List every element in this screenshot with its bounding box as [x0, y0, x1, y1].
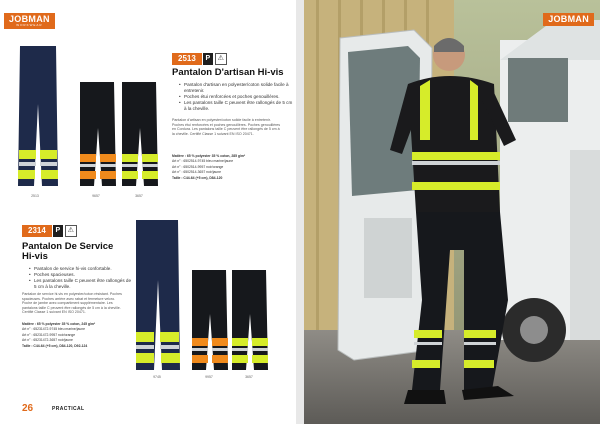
spec-line: Art n° : 65231472-9957 noir/orange	[22, 332, 76, 337]
right-page	[304, 0, 600, 424]
color-code: 9957	[205, 375, 213, 379]
pants-black-orange	[80, 82, 116, 186]
spec-line: Matière : 65 % polyester 35 % coton, 285 g/m²	[172, 154, 246, 158]
white-van	[500, 20, 600, 362]
page-number: 26	[22, 403, 34, 414]
feature-item: • Poches spacieuses.	[34, 272, 134, 278]
spec-line: Art n° : 65231472-3657 noir/jaune	[22, 338, 73, 343]
worker-photo	[304, 0, 600, 424]
title-line: Pantalon De Service	[22, 241, 114, 252]
product-description: Pantalon de service hi-vis en polyester/coton résistant. Poches spacieuses. Poches arrière avec rabat et fermeture velcro. Poche de jambe avec compartiment supplémentaire. Les pantalons taille C peuvent être rallongés de 5 cm à la cheville. Certifié Classe 1 suivant EN ISO 20471.	[22, 292, 122, 315]
spec-line: Taille : C44-64 (+5 cm), D84-120, D92-124	[22, 343, 88, 348]
spec-block	[172, 154, 292, 181]
color-code: 3657	[135, 194, 143, 198]
pref-badge: P	[203, 53, 213, 65]
brand-logo: JOBMAN	[543, 13, 594, 26]
spec-line: Art n° : 6502514-3657 noir/jaune	[172, 170, 222, 175]
section-label: PRACTICAL	[52, 406, 85, 412]
feature-list	[178, 82, 296, 112]
pref-badge: P	[53, 225, 63, 237]
feature-item: • Les pantalons taille C peuvent être rallongés de 5 cm à la cheville.	[34, 278, 134, 290]
product-tag-2314	[22, 225, 77, 237]
color-code: 9745	[153, 375, 161, 379]
feature-item: • Pantalon de service hi-vis confortable.	[34, 266, 134, 272]
pants-black-yellow	[232, 270, 268, 370]
product-title	[22, 242, 132, 262]
spec-line: Art n° : 6502514-9957 noir/orange	[172, 164, 224, 169]
feature-item: • Les pantalons taille C peuvent être rallongés de 5 cm à la cheville.	[184, 100, 296, 112]
brand-logo: JOBMAN WORKWEAR	[4, 13, 55, 29]
title-line: Hi-vis	[22, 251, 48, 262]
product-description: Pantalon d'artisan en polyester/coton solide facile à entretenir. Poches étui renforcées et poches genouillères. Poches genouillères en Cordura. Les pantalons taille C peuvent être rallongés de 5 cm à la cheville. Certifié Classe 1 suivant EN ISO 20471.	[172, 118, 281, 136]
feature-item: • Pantalon d'artisan en polyester/coton solide facile à entretenir.	[184, 82, 296, 94]
color-code: 2513	[31, 194, 39, 198]
product-tag-2513	[172, 53, 227, 65]
feature-list	[28, 266, 134, 290]
product-number: 2314	[22, 225, 52, 237]
pants-navy-yellow	[18, 46, 58, 186]
product-image-2314	[132, 218, 288, 378]
color-code: 9657	[92, 194, 100, 198]
spec-line: Matière : 65 % polyester 35 % coton, 245 g/m²	[22, 322, 96, 326]
hivis-cert-icon: ⚠	[65, 225, 77, 237]
pants-black-yellow	[122, 82, 158, 186]
pants-navy-yellow	[136, 220, 180, 370]
feature-item: • Poches étui renforcées et poches genouillères.	[184, 94, 296, 100]
spec-line: Art n° : 6502514-9745 bleu marine/jaune	[172, 159, 234, 164]
product-image-2513	[14, 44, 164, 194]
product-title: Pantalon D'artisan Hi-vis	[172, 67, 284, 78]
spec-block	[22, 322, 132, 349]
left-page	[0, 0, 296, 424]
product-number: 2513	[172, 53, 202, 65]
spec-line: Art n° : 65231472-9745 bleu marine/jaune	[22, 327, 85, 332]
color-code: 3657	[245, 375, 253, 379]
hivis-cert-icon: ⚠	[215, 53, 227, 65]
spec-line: Taille : C44-64 (+5 cm), D84-120	[172, 175, 223, 180]
pants-black-orange	[192, 270, 228, 370]
